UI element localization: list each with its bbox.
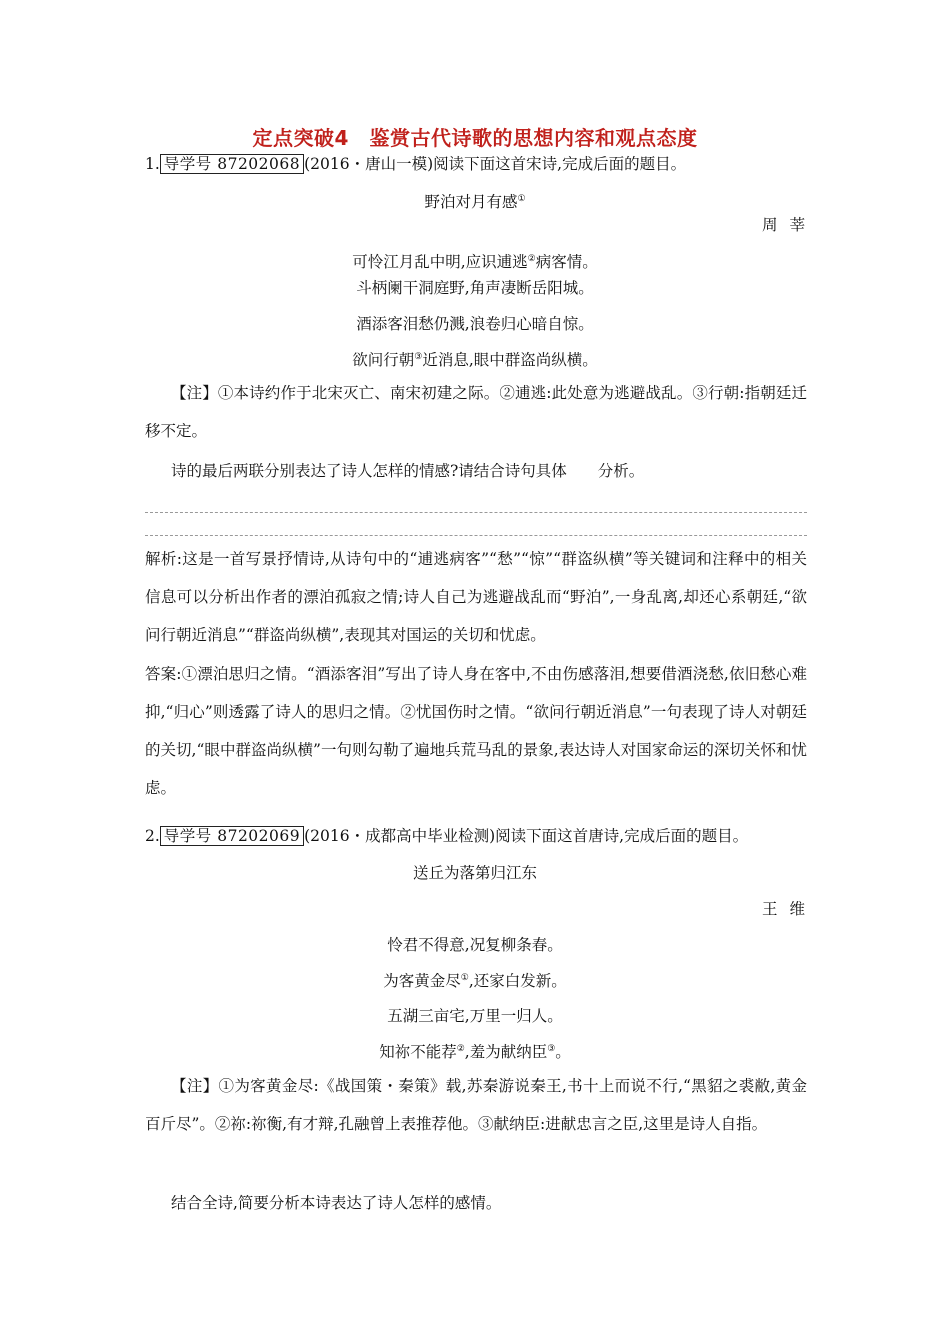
- poem-notes: 【注】①为客黄金尽:《战国策・秦策》载,苏秦游说秦王,书十上而说不行,“黑貂之裘敝,黄金百斤尽”。②祢:祢衡,有才辩,孔融曾上表推荐他。③献纳臣:进献忠言之臣,这里是诗人自指。: [145, 1077, 807, 1133]
- poem-line: 为客黄金尽①,还家白发新。: [383, 972, 567, 990]
- question-prompt: 诗的最后两联分别表达了诗人怎样的情感?请结合诗句具体 分析。: [171, 462, 645, 480]
- question-prompt: 结合全诗,简要分析本诗表达了诗人怎样的感情。: [171, 1194, 502, 1212]
- poem-author: 王维: [761, 900, 817, 918]
- question-source: (2016・唐山一模)阅读下面这首宋诗,完成后面的题目。: [304, 155, 687, 173]
- poem-notes: 【注】①本诗约作于北宋灭亡、南宋初建之际。②逋逃:此处意为逃避战乱。③行朝:指朝廷迁移不定。: [145, 384, 807, 440]
- poem-line: 知祢不能荐②,羞为献纳臣③。: [379, 1043, 571, 1061]
- question-source: (2016・成都高中毕业检测)阅读下面这首唐诗,完成后面的题目。: [304, 827, 749, 845]
- poem-line: 五湖三亩宅,万里一归人。: [387, 1007, 563, 1025]
- poem-line: 怜君不得意,况复柳条春。: [387, 936, 563, 954]
- question-number: 1.: [145, 155, 160, 173]
- poem-author: 周莘: [761, 216, 817, 234]
- poem-title: 送丘为落第归江东: [412, 864, 537, 882]
- poem-line: 斗柄阑干洞庭野,角声凄断岳阳城。: [356, 279, 594, 297]
- guide-number-tag: 导学号 87202068: [160, 154, 304, 174]
- poem-title: 野泊对月有感①: [424, 193, 526, 211]
- question-number: 2.: [145, 827, 160, 845]
- page-title: 定点突破4 鉴赏古代诗歌的思想内容和观点态度: [252, 126, 698, 150]
- question-1-header: [145, 152, 686, 174]
- question-2-header: [145, 824, 748, 846]
- poem-line: 可怜江月乱中明,应识逋逃②病客情。: [352, 253, 598, 271]
- guide-number-tag: 导学号 87202069: [160, 826, 304, 846]
- poem-line: 酒添客泪愁仍溅,浪卷归心暗自惊。: [356, 315, 594, 333]
- poem-line: 欲问行朝③近消息,眼中群盗尚纵横。: [352, 351, 598, 369]
- answer-line: [145, 512, 807, 513]
- analysis-text: 解析:这是一首写景抒情诗,从诗句中的“逋逃病客”“愁”“惊”“群盗纵横”等关键词和注释中的相关信息可以分析出作者的漂泊孤寂之情;诗人自己为逃避战乱而“野泊”,一身乱离,却还心系朝廷,“欲问行朝近消息”“群盗尚纵横”,表现其对国运的关切和忧虑。: [145, 550, 807, 644]
- answer-text: 答案:①漂泊思归之情。“酒添客泪”写出了诗人身在客中,不由伤感落泪,想要借酒浇愁,依旧愁心难抑,“归心”则透露了诗人的思归之情。②忧国伤时之情。“欲问行朝近消息”一句表现了诗人对朝廷的关切,“眼中群盗尚纵横”一句则勾勒了遍地兵荒马乱的景象,表达诗人对国家命运的深切关怀和忧虑。: [145, 665, 807, 797]
- answer-line: [145, 535, 807, 536]
